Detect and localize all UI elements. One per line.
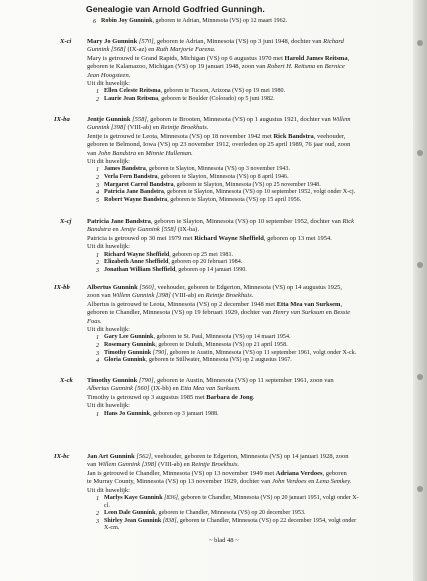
child-number: 3 [96, 349, 100, 357]
binding-edge [413, 0, 427, 581]
child-number: 2 [96, 259, 100, 267]
entry-text: Uit dit huwelijk: [87, 243, 130, 251]
child-number: 4 [96, 189, 100, 197]
entry-text: Jan is getrouwd te Chandler, Minnesota (VS) op 13 november 1949 met Adriana Verdoes, geboren [87, 469, 347, 477]
entry-text: zoon van Willem Gunnink [398] (VIII-ab) en Reintje Broekhuis. [87, 292, 254, 300]
entry-text: Bandstra en Jentje Gunnink [558] (IX-ba). [87, 226, 199, 234]
entry-text: Mary is getrouwd te Grand Rapids, Michigan (VS) op 6 augustus 1970 met Harold James Reitsma, [87, 54, 350, 62]
child-number: 1 [96, 495, 100, 502]
child-number: 3 [96, 266, 100, 274]
child-number: 1 [96, 334, 100, 342]
child-number: 1 [96, 251, 100, 259]
person-heading: Jan Art Gunnink [562], veehouder, geboren te Edgerton, Minnesota (VS) op 14 januari 1928, zoon [87, 453, 349, 460]
person-heading: Timothy Gunnink [790], geboren te Austin, Minnesota (VS) op 11 september 1961, zoon van [87, 377, 334, 384]
person-heading: Jentje Gunnink [558], geboren te Brooten, Minnesota (VS) op 1 augustus 1921, dochter van Willem [87, 116, 351, 123]
child-entry: Richard Wayne Sheffield, geboren op 25 mei 1981. [104, 251, 234, 258]
entry-text: Albertus is getrouwd te Leota, Minnesota (VS) op 2 december 1948 met Etta Mea van Surksem, [87, 300, 343, 308]
entry-text: Foas. [87, 317, 102, 325]
child-number: 2 [96, 342, 100, 349]
child-entry: Jonathan William Sheffield, geboren op 14 januari 1990. [104, 266, 247, 273]
child-entry: Robert Wayne Bandstra, geboren te Slayton, Minnesota (VS) op 15 april 1956. [104, 196, 302, 203]
child-entry: Margaret Carrol Bandstra, geboren te Slayton, Minnesota (VS) op 25 november 1948. [104, 181, 321, 188]
child-number: 1 [96, 88, 100, 96]
punch-hole [417, 40, 423, 46]
generation-code: IX-bb [54, 284, 70, 291]
entry-text: Jean Hoogsteen. [87, 71, 131, 79]
entry-text: Uit dit huwelijk: [87, 158, 130, 165]
child-number: 2 [96, 510, 100, 518]
punch-hole [417, 262, 423, 268]
child-number: 3 [96, 517, 100, 525]
person-heading: Albertus Gunnink [560], veehouder, geboren te Edgerton, Minnesota (VS) op 14 augustus 1925, [87, 284, 343, 291]
child-entry: Leon Dale Gunnink, geboren te Chandler, Minnesota (VS) op 20 december 1953. [104, 510, 306, 517]
child-entry: Patricia Jane Bandstra, geboren te Slayton, Minnesota (VS) op 10 september 1952, volgt onder X-cj. [104, 189, 356, 196]
generation-code: IX-ba [54, 116, 70, 123]
generation-code: X-ci [60, 38, 72, 45]
entry-text: Patricia is getrouwd op 30 mei 1979 met Richard Wayne Sheffield, geboren op 13 mei 1954. [87, 234, 332, 242]
child-entry: Ellen Celeste Reitsma, geboren te Tucson, Arizona (VS) op 19 mei 1980. [104, 88, 286, 95]
punch-hole [417, 486, 423, 492]
person-heading: Patricia Jane Bandstra, geboren te Slayton, Minnesota (VS) op 10 september 1952, dochter van Rick [87, 218, 354, 225]
entry-text: Timothy is getrouwd op 3 augustus 1985 met Barbara de Jong. [87, 393, 255, 401]
child-entry: Robin Joy Gunnink, geboren te Adrian, Minnesota (VS) op 12 maart 1962. [101, 18, 288, 24]
entry-text: geboren te Kalamazoo, Michigan (VS) op 19 januari 1948, zoon van Robert H. Reitsma en Bernice [87, 63, 345, 71]
entry-text: te Murray County, Minnesota (VS) op 13 november 1929, dochter van John Verdoes en Lena Semkey. [87, 478, 352, 486]
entry-text: Jentje is getrouwd te Leota, Minnesota (VS) op 18 november 1942 met Rick Bandstra, veehouder, [87, 132, 346, 140]
child-number: 2 [96, 174, 100, 181]
child-entry: Elizabeth Anne Sheffield, geboren op 20 februari 1984. [104, 259, 243, 266]
child-number: 5 [96, 196, 100, 204]
child-entry: Timothy Gunnink [790], geboren te Austin, Minnesota (VS) op 11 september 1961, volgt onder X-ck. [104, 349, 357, 356]
entry-text: Uit dit huwelijk: [87, 326, 130, 333]
child-number: 4 [96, 357, 100, 365]
punch-hole [417, 150, 423, 156]
entry-text: Uit dit huwelijk: [87, 486, 130, 494]
entry-text: Gunnink [398] (VIII-ab) en Reintje Broekhuis. [87, 124, 209, 132]
entry-text: van John Bandstra en Minnie Hulleman. [87, 149, 193, 157]
child-number: 2 [96, 96, 100, 103]
child-entry: Verla Fern Bandstra, geboren te Slayton, Minnesota (VS) op 8 april 1946. [104, 174, 289, 180]
child-entry-continued: X-cm. [104, 525, 120, 532]
child-entry: Hans Jo Gunnink, geboren op 3 januari 1988. [104, 410, 219, 417]
entry-text: Albertus Gunnink [560] (IX-bb) en Etta Mea van Surksem. [87, 385, 241, 393]
child-entry: Laurie Jean Reitsma, geboren te Boulder (Colorado) op 5 juni 1982. [104, 96, 275, 102]
child-number: 1 [96, 410, 100, 418]
entry-text: Uit dit huwelijk: [87, 402, 130, 410]
generation-code: X-cj [60, 218, 72, 225]
child-entry: James Bandstra, geboren te Slayton, Minnesota (VS) op 3 november 1943. [104, 166, 291, 173]
entry-text: geboren te Belmond, Iowa (VS) op 23 november 1912, overleden op 25 april 1989, 76 jaar oud, zoon [87, 141, 351, 149]
child-number: 1 [96, 166, 100, 174]
punch-hole [417, 374, 423, 380]
page-title: Genealogie van Arnold Godfried Gunningh. [86, 4, 265, 14]
entry-text: Uit dit huwelijk: [87, 80, 130, 87]
entry-text: geboren te Chandler, Minnesota (VS) op 19 februari 1929, dochter van Henry van Surksum en Bessie [87, 309, 351, 317]
generation-code: IX-bc [54, 453, 70, 460]
child-entry: Gary Lee Gunnink, geboren te St. Paul, Minnesota (VS) op 14 maart 1954. [104, 334, 291, 341]
child-entry-continued: cl. [104, 502, 110, 509]
generation-code: X-ck [60, 377, 73, 384]
child-entry: Rosemary Gunnink, geboren te Duluth, Minnesota (VS) op 21 april 1958. [104, 342, 288, 348]
child-entry: Shirley Jean Gunnink [838], geboren te Chandler, Minnesota (VS) op 22 december 1954, volgt onder [104, 517, 357, 524]
entry-text: van Willem Gunnink [398] (VIII-ab) en Reintje Broekhuis. [87, 461, 240, 469]
page-number: ~ blad 48 ~ [209, 537, 239, 544]
child-entry: Marlys Kaye Gunnink [836], geboren te Chandler, Minnesota (VS) op 20 januari 1951, volgt onder X- [104, 495, 359, 501]
child-entry: Gloria Gunnink, geboren te Stillwater, Minnesota (VS) op 2 augustus 1967. [104, 357, 292, 364]
person-heading: Mary Jo Gunnink [570], geboren te Adrian, Minnesota (VS) op 3 juni 1948, dochter van Richard [87, 38, 344, 45]
entry-text: Gunnink [568] (IX-az) en Ruth Marjorie Farena. [87, 46, 216, 54]
child-number: 3 [96, 181, 100, 189]
child-number: 6 [93, 18, 97, 25]
